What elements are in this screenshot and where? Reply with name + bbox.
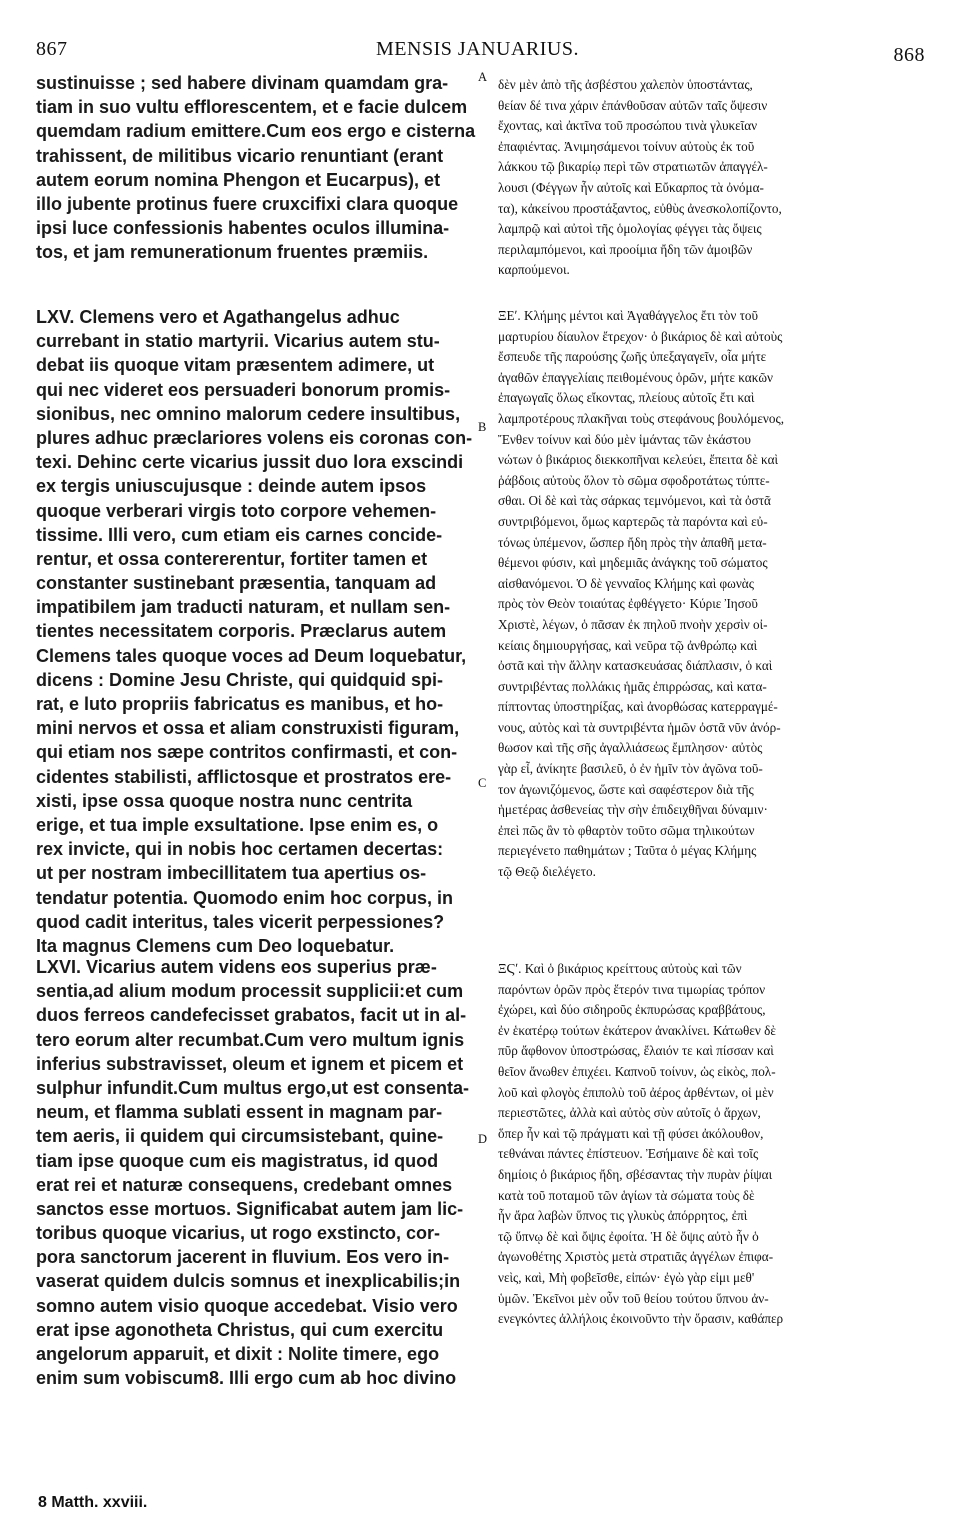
text-line: inferius substravisset, oleum et ignem et picem et xyxy=(36,1053,464,1074)
text-line: κατὰ τοῦ ποταμοῦ τῶν ἁγίων τὰ σώματα τοὺς δὲ xyxy=(498,1187,755,1203)
text-line: texi. Dehinc certe vicarius jussit duo lora exscindi xyxy=(36,452,464,473)
text-line: tendatur potentia. Quomodo enim hoc corpus, in xyxy=(36,887,454,908)
text-line: plures adhuc præclariores volens eis coronas con- xyxy=(36,427,473,448)
text-line: impatibilem jam traducti naturam, et nullam sen- xyxy=(36,597,451,618)
text-line: tos, et jam remunerationum fruentes præmiis. xyxy=(36,242,429,263)
text-line: quod cadit interitus, tales vicerit perpessiones? xyxy=(36,911,445,932)
text-line: illo jubente protinus fuere cruxcifixi clara quoque xyxy=(36,193,459,214)
text-line: νους, αὐτὸς καὶ τὰ συντριβέντα ἡμῶν ὀστᾶ νῦν ἀνόρ- xyxy=(498,719,781,735)
text-line: ΞΕʹ. Κλήμης μέντοι καὶ Ἀγαθάγγελος ἔτι τὸν τοῦ xyxy=(498,308,759,323)
text-line: θεῖον ἄνωθεν ἐπιχέει. Καπνοῦ τοίνυν, ὡς εἰκὸς, πολ- xyxy=(498,1063,776,1079)
text-line: τον ἀγωνιζόμενος, ὥστε καὶ σαφέστερον διὰ τῆς xyxy=(498,781,754,797)
text-line: λαμπροτέρους πλακῆναι τοὺς στεφάνους βουλόμενος, xyxy=(498,410,785,426)
text-line: θείαν δέ τινα χάριν ἐπάνθοῦσαν αὐτῶν ταῖς ὄψεσιν xyxy=(498,97,768,113)
text-line: quoque verberari virgis toto corpore vehemen- xyxy=(36,500,437,521)
greek-column xyxy=(498,75,922,1495)
text-line: ut per nostram imbecillitatem tua apertius os- xyxy=(36,863,427,884)
text-line: tientes necessitatem corporis. Præclarus autem xyxy=(36,621,447,642)
text-line: τα), κἀκείνου προστάξαντος, εὐθὺς ἀνεσκολοπίζοντο, xyxy=(498,200,782,216)
right-page-number: 868 xyxy=(893,44,925,66)
text-line: πίπτοντας ὑποστηρίξας, καὶ ἀνορθώσας κατερραγμέ- xyxy=(498,699,778,715)
text-line: autem eorum nomina Phengon et Eucarpus), et xyxy=(36,169,441,190)
text-line: mini nervos et ossa et aliam construxisti figuram, xyxy=(36,718,460,739)
text-line: LXV. Clemens vero et Agathangelus adhuc xyxy=(36,307,400,327)
text-line: erat ipse agonotheta Christus, qui cum exercitu xyxy=(36,1319,444,1340)
text-line: λοῦ καὶ φλογὸς ἐπιπολὺ τοῦ ἀέρος ἀρθέντων, οἱ μὲν xyxy=(498,1084,774,1100)
text-line: παρόντων ὁρῶν πρὸς ἕτερόν τινα τιμωρίας τρόπον xyxy=(498,981,766,997)
text-line: qui nec videret eos persuaderi bonorum promis- xyxy=(36,379,451,400)
text-line: ὅπερ ἦν καὶ τῷ πράγματι καὶ τῇ φύσει ἀκόλουθον, xyxy=(498,1125,764,1141)
text-line: περιλαμπόμενοι, καὶ προοίμια ἤδη τῶν ἀμοιβῶν xyxy=(498,241,753,257)
text-line: ἐχώρει, καὶ δύο σιδηροῦς ἐκπυρώσας κραββάτους, xyxy=(498,1002,766,1018)
text-line: πρὸς τὸν Θεὸν τοιαύτας ἐφθέγγετο· Κύριε Ἰησοῦ xyxy=(498,596,758,612)
latin-column xyxy=(36,71,476,1491)
text-line: quemdam radium emittere.Cum eos ergo e cisterna xyxy=(36,121,476,142)
latin-section-65 xyxy=(36,305,476,958)
footnote: 8 Matth. xxviii. xyxy=(38,1494,148,1511)
text-line: enim sum vobiscum8. Illi ergo cum ab hoc divino xyxy=(36,1368,457,1389)
text-line: ἦν ἄρα λαβὼν ὕπνος τις γλυκὺς ἀπόρρητος, ἐπὶ xyxy=(498,1208,748,1224)
margin-letter-c: C xyxy=(478,776,487,790)
text-line: ἀγωνοθέτης Χριστὸς μετὰ στρατιᾶς ἀγγέλων ἐπιφα- xyxy=(498,1249,774,1265)
text-line: αἰσθανόμενοι. Ὁ δὲ γενναῖος Κλήμης καὶ φωνὰς xyxy=(498,575,754,591)
text-line: ἐπαγωγαῖς ὅλως εἴκοντας, πλείους αὐτοῖς ἔτι καὶ xyxy=(498,390,755,406)
text-line: sentia,ad alium modum processit supplicii:et cum xyxy=(36,981,464,1002)
text-line: rex invicte, qui in nobis hoc certamen decertas: xyxy=(36,839,444,860)
text-line: duos ferreos candefecisset grabatos, facit ut in al- xyxy=(36,1005,467,1026)
text-line: vaserat quidem dulcis somnus et inexplicabilis;in xyxy=(36,1271,461,1292)
text-line: tero eorum alter recumbat.Cum vero multum ignis xyxy=(36,1029,465,1050)
text-line: Ἔνθεν τοίνυν καὶ δύο μὲν ἱμάντας τῶν ἑκάστου xyxy=(498,431,751,447)
text-line: καρπούμενοι. xyxy=(498,262,570,278)
text-line: currebant in statio martyrii. Vicarius autem stu- xyxy=(36,331,440,352)
text-line: sulphur infundit.Cum multus ergo,ut est consenta- xyxy=(36,1077,470,1098)
text-line: cidentes stabilisti, afflictosque et prostratos ere- xyxy=(36,766,452,787)
text-line: ἐν ἑκατέρῳ τούτων ἑκάτερον ἀνακλίνει. Κάτωθεν δὲ xyxy=(498,1022,776,1038)
text-line: erige, et tua imple exsultatione. Ipse enim es, o xyxy=(36,814,439,835)
text-line: pora sanctorum jacerent in fluvium. Eos vero in- xyxy=(36,1247,450,1268)
text-line: toribus quoque vicarius, ut rogo exstincto, cor- xyxy=(36,1223,441,1244)
text-line: Χριστὲ, λέγων, ὁ πᾶσαν ἐκ πηλοῦ πνοὴν χερσὶν οἰ- xyxy=(498,616,768,632)
text-line: neum, et flamma sublati essent in magnam par- xyxy=(36,1102,443,1123)
running-title: MENSIS JANUARIUS. xyxy=(376,38,579,60)
text-line: dicens : Domine Jesu Christe, qui quidquid spi- xyxy=(36,669,444,690)
text-line: γὰρ εἶ, ἀνίκητε βασιλεῦ, ὁ ἐν ἡμῖν τὸν ἀγῶνα τοῦ- xyxy=(498,761,763,777)
text-line: Clemens tales quoque voces ad Deum loquebatur, xyxy=(36,645,467,666)
text-line: sanctos esse mortuos. Significabat autem jam lic- xyxy=(36,1198,464,1219)
text-line: λάκκου τῷ βικαρίῳ περὶ τῶν στρατιωτῶν ἀπαγγέλ- xyxy=(498,159,768,175)
text-line: θωσον καὶ τῆς σῆς ἀγαλλιάσεως ἔμπλησον· αὐτὸς xyxy=(498,740,763,756)
text-line: περιεγένετο παθημάτων ; Ταῦτα ὁ μέγας Κλήμης xyxy=(498,843,757,859)
text-line: νώτων ὁ βικάριος διεκκοπῆναι κελεύει, ἔπειτα δὲ καὶ xyxy=(498,452,779,468)
text-line: κείαις δημιουργήσας, καὶ νεῦρα τῷ ἀνθρώπῳ καὶ xyxy=(498,637,758,653)
text-line: ex tergis uniuscujusque : deinde autem ipsos xyxy=(36,476,427,497)
text-line: ΞϚʹ. Καὶ ὁ βικάριος κρείττους αὐτοὺς καὶ τῶν xyxy=(498,961,742,976)
margin-letter-d: D xyxy=(478,1132,488,1146)
text-line: constanter sustinebant præsentia, tanquam ad xyxy=(36,573,437,594)
text-line: πῦρ ἄφθονον ὑποστρώσας, ἔλαιόν τε καὶ πίσσαν καὶ xyxy=(498,1043,774,1059)
text-line: συντριβέντας πολλάκις ἡμᾶς ἐπιρρώσας, καὶ κατα- xyxy=(498,678,767,694)
text-line: qui etiam nos sæpe contritos confirmasti, et con- xyxy=(36,742,458,763)
text-line: τῷ Θεῷ διελέγετο. xyxy=(498,864,596,880)
text-line: τῷ ὕπνῳ δὲ καὶ ὄψις ἐφοίτα. Ἡ δὲ ὄψις αὐτὸ ἦν ὁ xyxy=(498,1228,759,1244)
text-line: ῥάβδοις αὐτοὺς ὅλον τὸ σῶμα σφοδροτάτως τύπτε- xyxy=(498,472,770,488)
text-line: τεθνάναι πάντες ἐπίστευον. Ἐσήμαινε δὲ καὶ τοῖς xyxy=(498,1146,759,1162)
text-line: tem aeris, ii quidem qui circumsistebant, quine- xyxy=(36,1126,444,1147)
text-line: sionibus, nec omnino malorum cedere insultibus, xyxy=(36,403,461,424)
text-line: erat rei et naturæ consequens, credebant omnes xyxy=(36,1174,453,1195)
text-line: δὲν μὲν ἀπὸ τῆς ἀσβέστου χαλεπὸν ὑποστάντας, xyxy=(498,77,753,92)
text-line: sustinuisse ; sed habere divinam quamdam gra- xyxy=(36,73,449,93)
text-line: λαμπρῷ καὶ αὐτοὶ τῆς ὁμολογίας φέγγει τὰς ὄψεις xyxy=(498,221,762,237)
text-line: θέμενοι φύσιν, καὶ μηδεμιᾶς ἀνάγκης τοῦ σώματος xyxy=(498,555,768,571)
text-line: δημίοις ὁ βικάριος ἤδη, σβέσαντας τὴν πυρὰν ῥίψαι xyxy=(498,1166,773,1182)
text-line: tiam ipse quoque cum eis magistratus, id quod xyxy=(36,1150,439,1171)
text-line: λουσι (Φέγγων ἦν αὐτοῖς καὶ Εὔκαρπος τὰ ὀνόμα- xyxy=(498,179,764,195)
text-line: xisti, ipse ossa quoque nostra nunc centrita xyxy=(36,790,413,811)
text-line: ὀστᾶ καὶ τὴν ἄλλην κατασκευάσας διάπλασιν, ὁ καὶ xyxy=(498,658,773,674)
text-line: Ita magnus Clemens cum Deo loquebatur. xyxy=(36,935,395,956)
text-line: ἐπεὶ πῶς ἂν τὸ φθαρτὸν τοῦτο σῶμα τηλικούτων xyxy=(498,822,755,838)
text-line: ἔσπευδε τῆς παρούσης ζωῆς ὑπεξαγαγεῖν, οἷα μήτε xyxy=(498,349,767,365)
text-line: ἐπαφιέντας. Ἀνιμησάμενοι τοίνυν αὐτοὺς ἐκ τοῦ xyxy=(498,138,755,154)
text-line: περιεστῶτες, ἀλλὰ καὶ αὐτὸς σὺν αὐτοῖς ὁ ἄρχων, xyxy=(498,1105,761,1121)
text-line: tissime. Illi vero, cum etiam eis carnes concide- xyxy=(36,524,443,545)
greek-section-64 xyxy=(498,75,922,281)
text-line: μαρτυρίου δίαυλον ἔτρεχον· ὁ βικάριος δὲ καὶ αὐτοὺς xyxy=(498,328,783,344)
text-line: ενεγκόντες ἀλλήλοις ἐκοινοῦντο τὴν ὅρασιν, καθάπερ xyxy=(498,1311,784,1327)
text-line: ἡμετέρας ἀσθενείας τὴν σὴν ἐπιδειχθῆναι δύναμιν· xyxy=(498,802,768,818)
left-page-number: 867 xyxy=(36,38,68,60)
text-line: rat, e luto propriis fabricatus es manibus, et ho- xyxy=(36,694,444,714)
text-line: rentur, et ossa contererentur, fortiter tamen et xyxy=(36,548,428,569)
margin-letter-a: A xyxy=(478,70,488,84)
margin-letter-b: B xyxy=(478,420,487,434)
text-line: somno autem visio quoque accedebat. Visio vero xyxy=(36,1295,458,1316)
text-line: ἀγαθῶν ἐπαγγελίαις πειθομένους ὁρῶν, μήτε κακῶν xyxy=(498,369,773,385)
text-line: τόνως ὑπέμενον, ὥσπερ ἤδη πρὸς τὴν ἀπαθῆ μετα- xyxy=(498,534,767,550)
text-line: ὑμῶν. Ἐκεῖνοι μὲν οὖν τοῦ θείου τούτου ὕπνου ἀν- xyxy=(498,1290,769,1306)
text-line: ipsi luce confessionis habentes oculos illumina- xyxy=(36,218,450,239)
greek-section-66 xyxy=(498,959,922,1330)
text-line: νεὶς, καὶ, Μὴ φοβεῖσθε, εἰπών· ἐγὼ γὰρ εἰμι μεθ' xyxy=(498,1269,755,1285)
latin-section-64 xyxy=(36,71,476,265)
text-line: συντριβόμενοι, ὅμως καρτερῶς τὰ παρόντα καὶ εὐ- xyxy=(498,513,768,529)
text-line: trahissent, de militibus vicario renuntiant (erant xyxy=(36,145,444,166)
latin-section-66 xyxy=(36,955,476,1390)
greek-section-65 xyxy=(498,306,922,883)
text-line: tiam in suo vultu efflorescentem, et e facie dulcem xyxy=(36,97,468,118)
text-line: angelorum apparuit, et dixit : Nolite timere, ego xyxy=(36,1344,440,1364)
text-line: σθαι. Οἱ δὲ καὶ τὰς σάρκας τεμνόμενοι, καὶ τὰ ὀστᾶ xyxy=(498,493,771,509)
text-line: LXVI. Vicarius autem videns eos superius præ- xyxy=(36,957,437,977)
text-line: ἔχοντας, καὶ ἀκτῖνα τοῦ προσώπου τινὰ γλυκεῖαν xyxy=(498,118,758,134)
text-line: debat iis quoque vitam præsentem adimere, ut xyxy=(36,355,435,376)
